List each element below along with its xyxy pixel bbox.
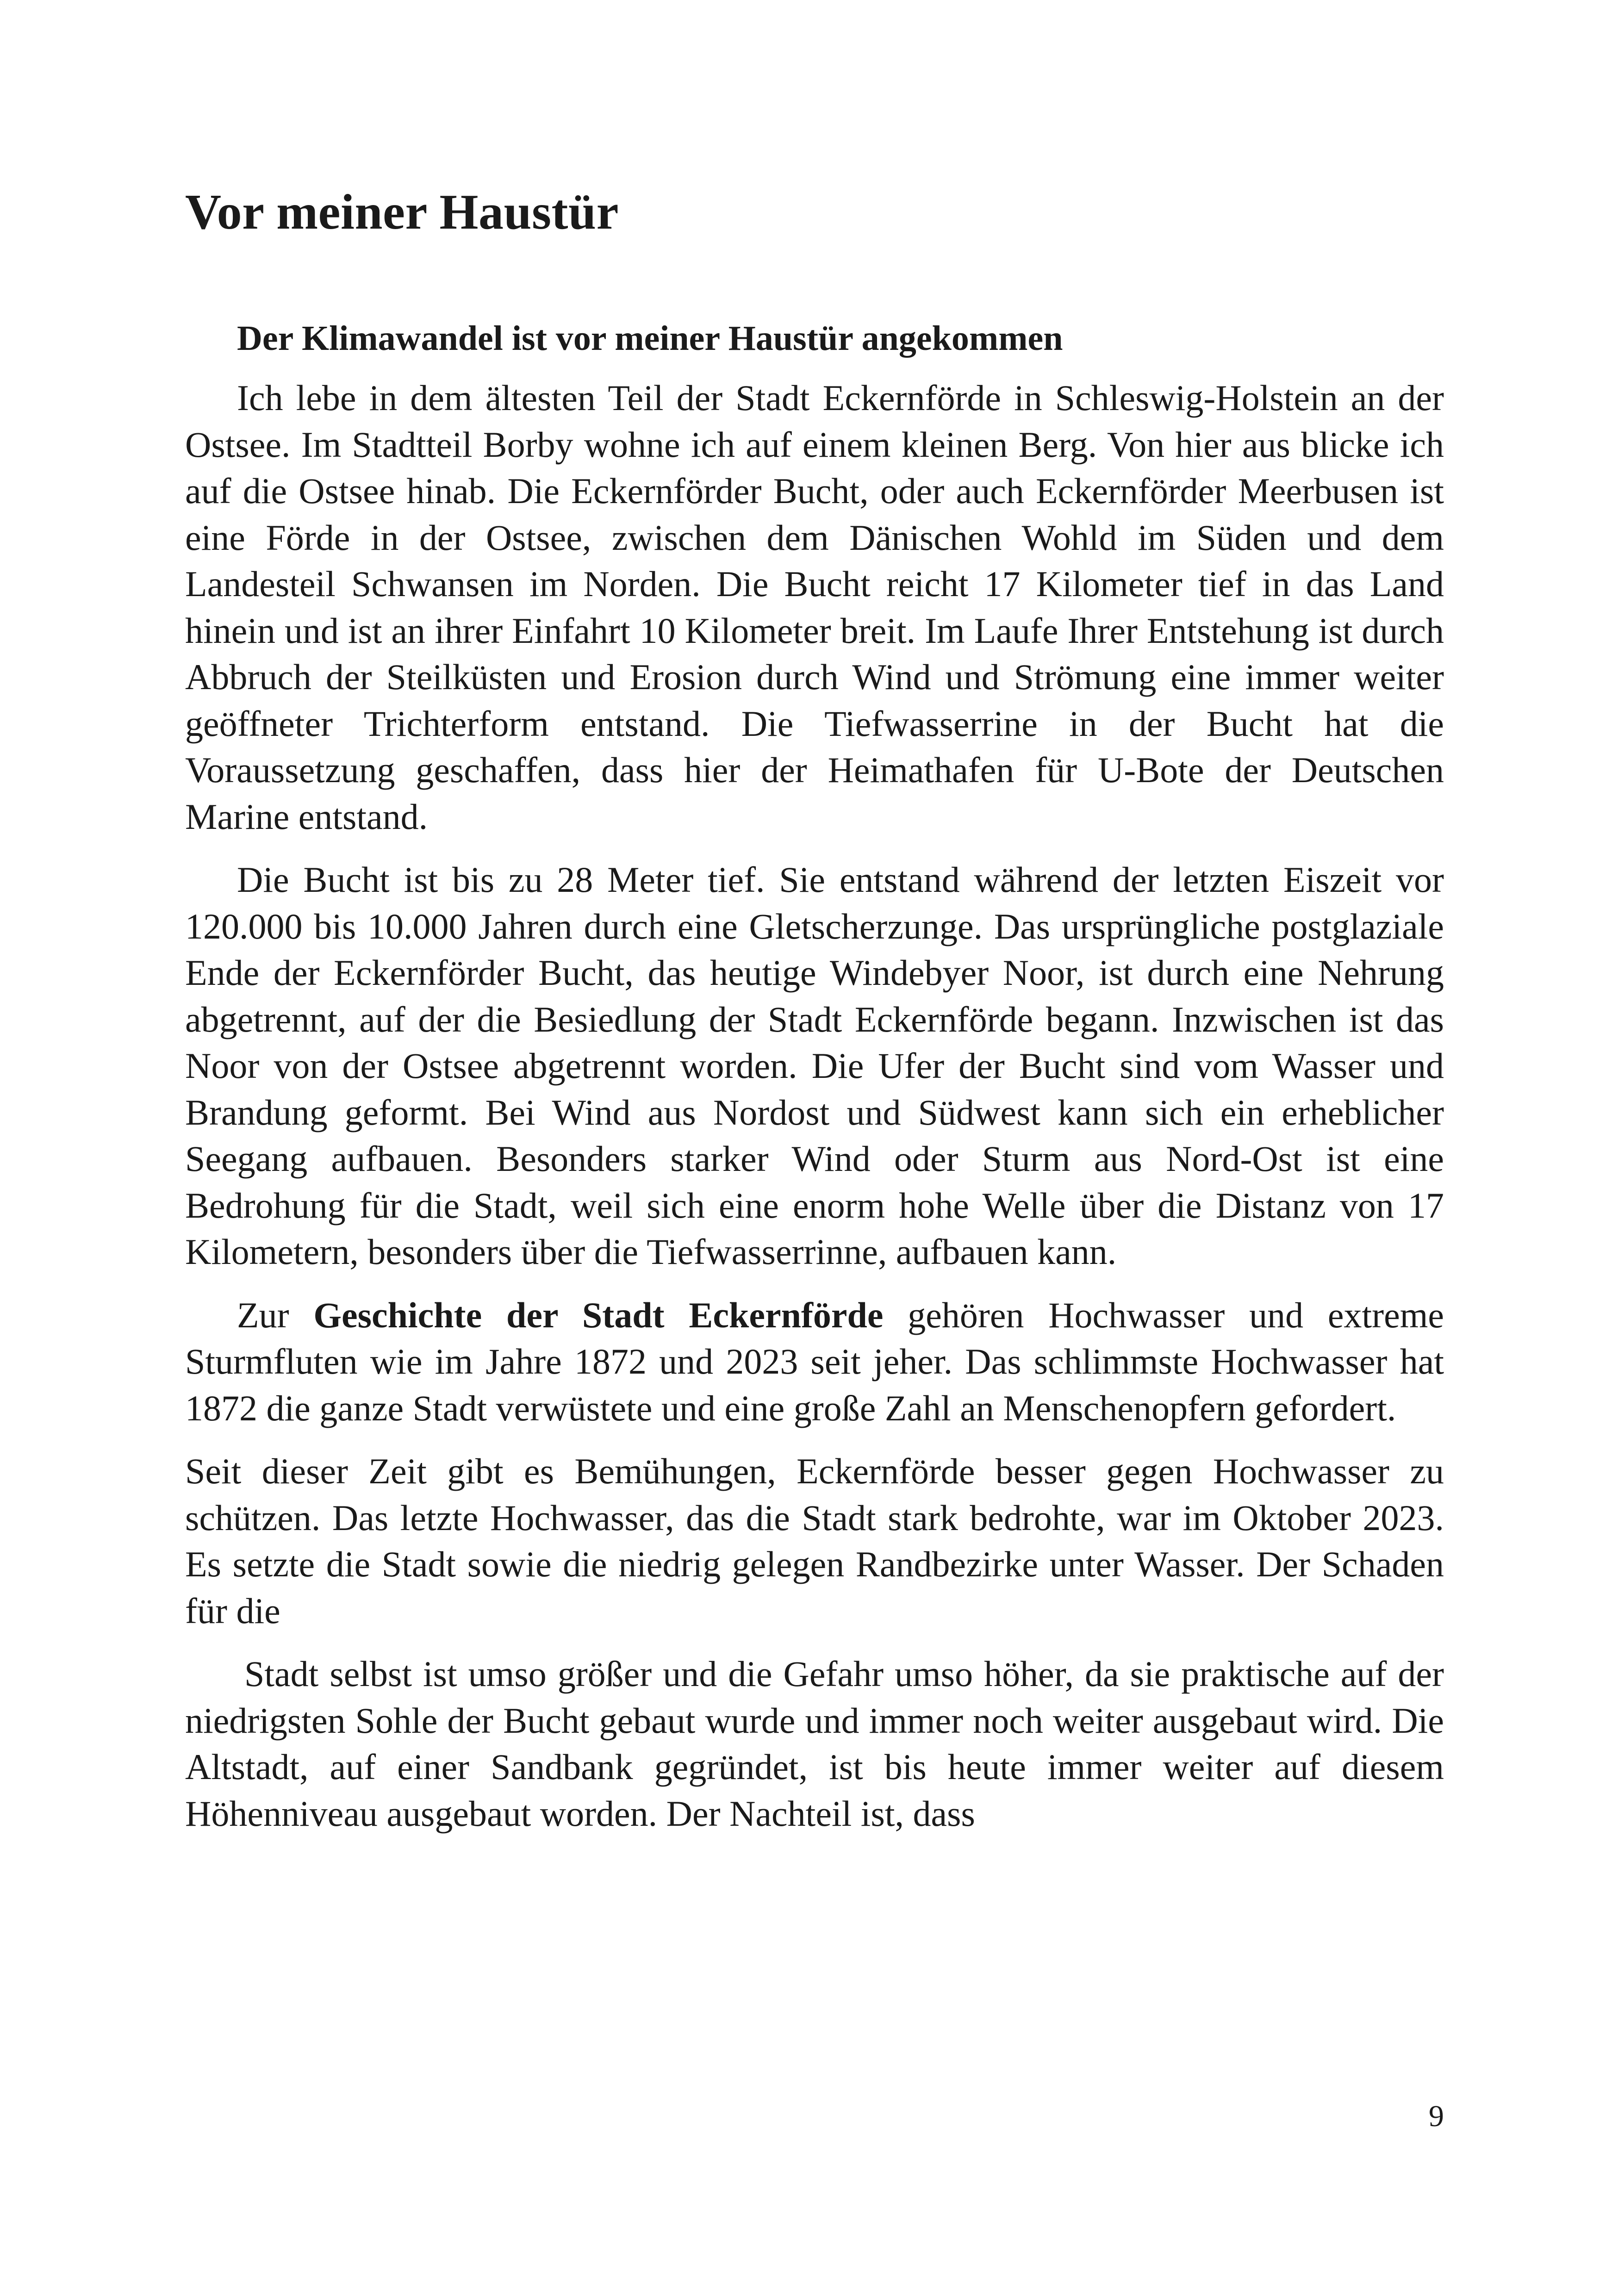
paragraph-3-lead: Zur xyxy=(237,1294,314,1335)
section-heading: Der Klimawandel ist vor meiner Haustür angekommen xyxy=(237,319,1063,358)
paragraph-3 xyxy=(185,1292,1444,1432)
body-text xyxy=(185,375,1444,1854)
page-number: 9 xyxy=(1429,2099,1444,2133)
paragraph-4: Seit dieser Zeit gibt es Bemühungen, Eckernförde besser gegen Hochwasser zu schützen. Das letzte Hochwasser, das die Stadt stark bedrohte, war im Oktober 2023. Es setzte die Stadt sowie die niedrig gelegen Randbezirke unter Wasser. Der Schaden für die xyxy=(185,1451,1444,1631)
chapter-title: Vor meiner Haustür xyxy=(185,185,619,240)
paragraph-1: Ich lebe in dem ältesten Teil der Stadt Eckernförde in Schleswig-Holstein an der Ostsee. Im Stadtteil Borby wohne ich auf einem kleinen Berg. Von hier aus blicke ich auf die Ostsee hinab. Die Eckernförder Bucht, oder auch Eckernförder Meerbusen ist eine Förde in der Ostsee, zwischen dem Dänischen Wohld im Süden und dem Landesteil Schwansen im Norden. Die Bucht reicht 17 Kilometer tief in das Land hinein und ist an ihrer Einfahrt 10 Kilometer breit. Im Laufe Ihrer Entstehung ist durch Abbruch der Steilküsten und Erosion durch Wind und Strömung eine immer weiter geöffneter Trichterform entstand. Die Tiefwasserrine in der Bucht hat die Voraussetzung geschaffen, dass hier der Heimathafen für U-Bote der Deutschen Marine entstand. xyxy=(185,378,1444,837)
paragraph-3-emphasis: Geschichte der Stadt Eckernförde xyxy=(313,1294,884,1335)
paragraph-5: Stadt selbst ist umso größer und die Gefahr umso höher, da sie praktische auf der niedrigsten Sohle der Bucht gebaut wurde und immer noch weiter ausgebaut wird. Die Altstadt, auf einer Sandbank gegründet, ist bis heute immer weiter auf diesem Höhenniveau ausgebaut worden. Der Nachteil ist, dass xyxy=(185,1654,1444,1834)
paragraph-2: Die Bucht ist bis zu 28 Meter tief. Sie entstand während der letzten Eiszeit vor 120.000 bis 10.000 Jahren durch eine Gletscherzunge. Das ursprüngliche postglaziale Ende der Eckernförder Bucht, das heutige Windebyer Noor, ist durch eine Nehrung abgetrennt, auf der die Besiedlung der Stadt Eckernförde begann. Inzwischen ist das Noor von der Ostsee abgetrennt worden. Die Ufer der Bucht sind vom Wasser und Brandung geformt. Bei Wind aus Nordost und Südwest kann sich ein erheblicher Seegang aufbauen. Besonders starker Wind oder Sturm aus Nord-Ost ist eine Bedrohung für die Stadt, weil sich eine enorm hohe Welle über die Distanz von 17 Kilometern, besonders über die Tiefwasserrinne, aufbauen kann. xyxy=(185,859,1444,1272)
paragraph-3-rest: gehören Hochwasser und extreme Sturmfluten wie im Jahre 1872 und 2023 seit jeher. Das schlimmste Hochwasser hat 1872 die ganze Stadt verwüstete und eine große Zahl an Menschenopfern gefordert. xyxy=(185,1294,1444,1428)
